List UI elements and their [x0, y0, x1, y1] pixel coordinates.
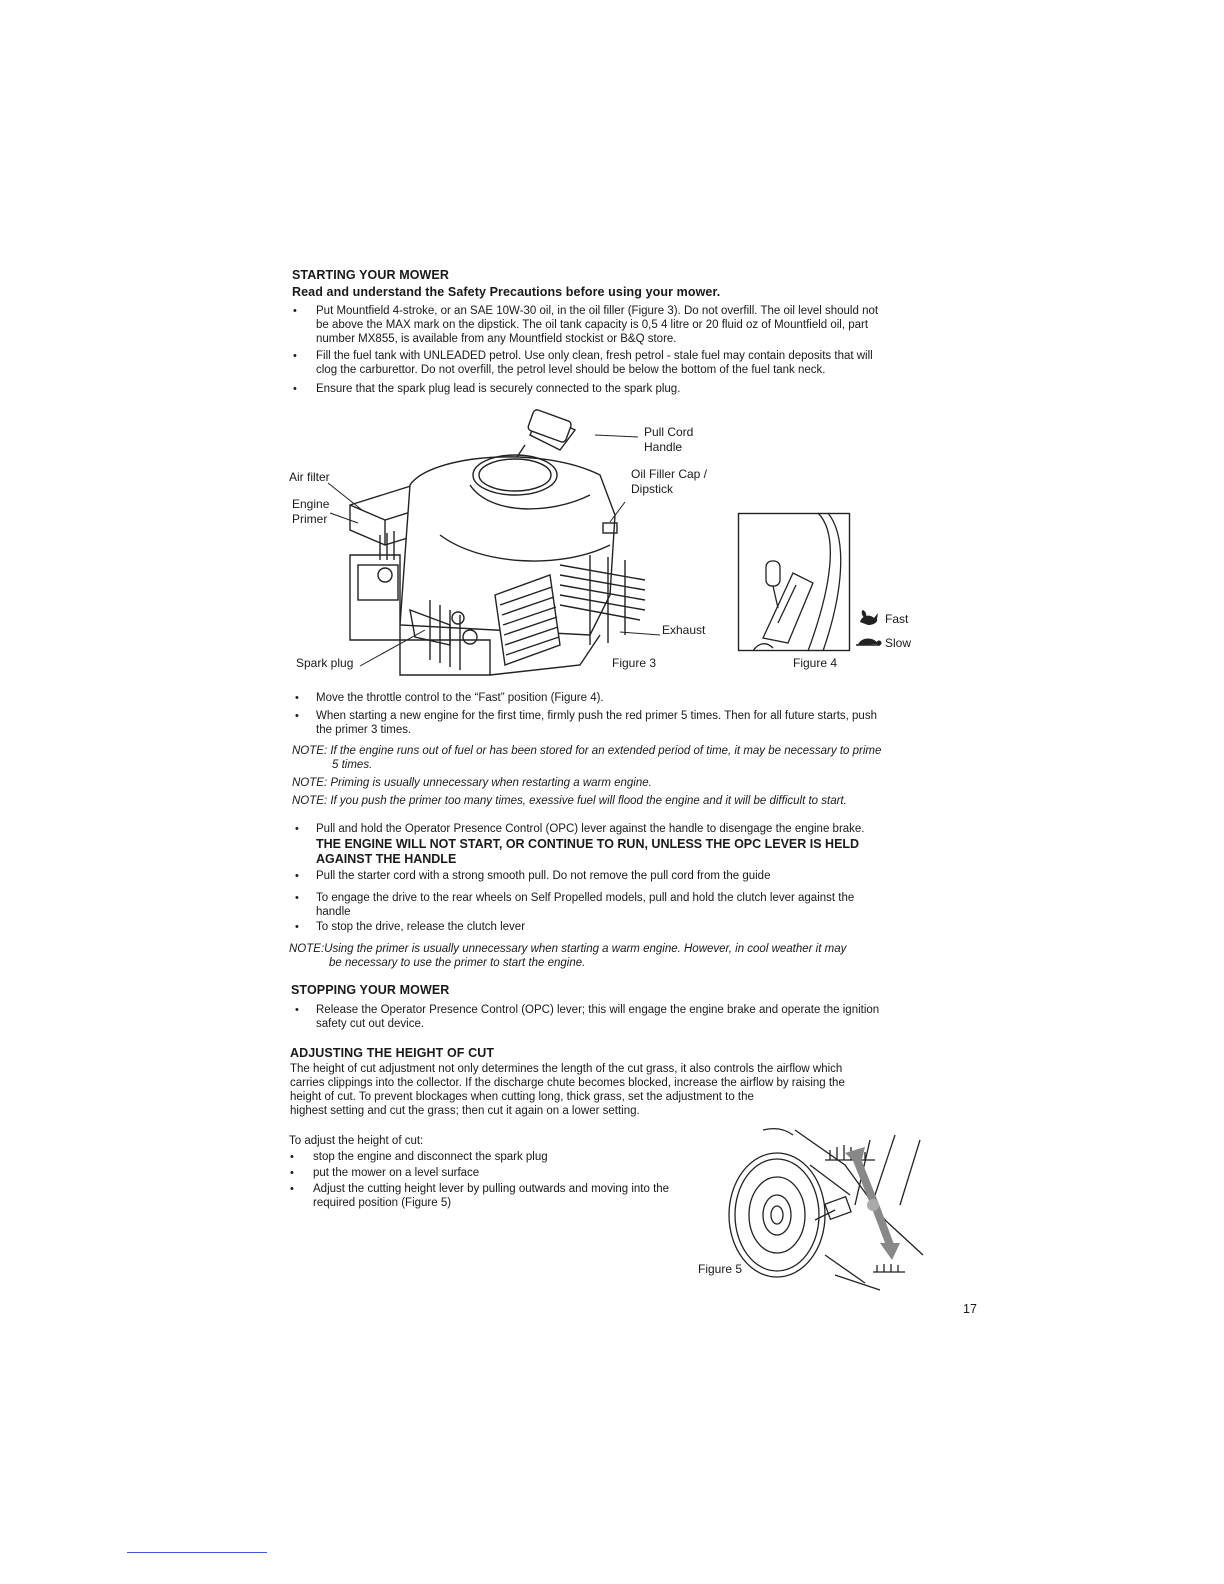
stop-drive-bullet-text: To stop the drive, release the clutch lever: [316, 921, 526, 933]
height-paragraph: The height of cut adjustment not only determines the length of the cut grass, it also controls the airflow which carries clippings into the collector. If the discharge chute becomes blocked, increase the airflow by raising the height of cut. To prevent blockages when cutting long, thick grass, set the adjustment to the highest setting and cut the grass; then cut it again on a lower setting.: [290, 1063, 845, 1117]
bullet: •: [293, 305, 297, 317]
note-warm: NOTE: Priming is usually unnecessary when restarting a warm engine.: [292, 777, 652, 789]
note-cool-weather: NOTE:Using the primer is usually unnecessary when starting a warm engine. However, in cool weather it may be necessary to use the primer to start the engine.: [289, 943, 847, 969]
tortoise-icon: [856, 634, 882, 648]
starter-bullet-text: Pull the starter cord with a strong smooth pull. Do not remove the pull cord from the guide: [316, 870, 771, 882]
starting-heading: STARTING YOUR MOWER: [292, 268, 449, 282]
throttle-illustration: [738, 513, 850, 651]
figure4-caption: Figure 4: [793, 656, 838, 670]
slow-label: Slow: [885, 636, 912, 650]
bullet: •: [295, 1004, 299, 1016]
bullet: •: [295, 870, 299, 882]
bullet: •: [290, 1151, 294, 1163]
bullet: •: [290, 1167, 294, 1179]
spark-bullet-text: Ensure that the spark plug lead is securely connected to the spark plug.: [316, 383, 681, 395]
height-bullet-3: Adjust the cutting height lever by pulling outwards and moving into the required position (Figure 5): [313, 1183, 670, 1209]
bullet: •: [295, 710, 299, 722]
safety-subheading: Read and understand the Safety Precautions before using your mower.: [292, 285, 721, 299]
bullet: •: [295, 692, 299, 704]
stopping-heading: STOPPING YOUR MOWER: [291, 983, 450, 997]
stopping-bullet-text: Release the Operator Presence Control (OPC) lever; this will engage the engine brake and operate the ignition safety cut out device.: [316, 1004, 880, 1030]
rabbit-icon: [858, 610, 880, 628]
bullet: •: [290, 1183, 294, 1195]
drive-bullet-text: To engage the drive to the rear wheels on Self Propelled models, pull and hold the clutch lever against the handle: [316, 892, 855, 918]
throttle-bullet-text: Move the throttle control to the “Fast” position (Figure 4).: [316, 692, 604, 704]
height-bullet-1: stop the engine and disconnect the spark plug: [313, 1151, 548, 1163]
page-number: 17: [963, 1302, 977, 1316]
bullet: •: [295, 892, 299, 904]
bullet: •: [295, 823, 299, 835]
opc-warning: THE ENGINE WILL NOT START, OR CONTINUE TO RUN, UNLESS THE OPC LEVER IS HELD AGAINST THE HANDLE: [316, 837, 860, 866]
engine-illustration: [290, 405, 670, 685]
figure3-caption: Figure 3: [612, 656, 657, 670]
height-intro: To adjust the height of cut:: [289, 1135, 424, 1147]
fuel-bullet-text: Fill the fuel tank with UNLEADED petrol. Use only clean, fresh petrol - stale fuel may contain deposits that will clog the carburettor. Do not overfill, the petrol level should be below the bottom of the fuel tank neck.: [316, 350, 873, 376]
label-exhaust: Exhaust: [662, 623, 706, 637]
footer-rule: [127, 1552, 267, 1553]
bullet: •: [295, 921, 299, 933]
note-prime: NOTE: If the engine runs out of fuel or has been stored for an extended period of time, it may be necessary to prime 5 times.: [292, 745, 882, 771]
primer-bullet-text: When starting a new engine for the first time, firmly push the red primer 5 times. Then for all future starts, push the primer 3 times.: [316, 710, 877, 736]
opc-bullet-text: Pull and hold the Operator Presence Control (OPC) lever against the handle to disengage the engine brake.: [316, 823, 865, 835]
fast-label: Fast: [885, 612, 909, 626]
label-oil-filler: Oil Filler Cap / Dipstick: [631, 467, 708, 496]
height-heading: ADJUSTING THE HEIGHT OF CUT: [290, 1046, 495, 1060]
label-engine-primer: Engine Primer: [292, 497, 330, 526]
label-spark-plug: Spark plug: [296, 656, 354, 670]
bullet: •: [293, 350, 297, 362]
bullet: •: [293, 383, 297, 395]
label-air-filter: Air filter: [289, 470, 330, 484]
figure5-caption: Figure 5: [698, 1262, 743, 1276]
wheel-height-illustration: [715, 1125, 930, 1295]
height-bullet-2: put the mower on a level surface: [313, 1167, 480, 1179]
note-flood: NOTE: If you push the primer too many times, exessive fuel will flood the engine and it will be difficult to start.: [292, 795, 847, 807]
label-pull-cord: Pull Cord Handle: [644, 425, 694, 454]
oil-bullet-text: Put Mountfield 4-stroke, or an SAE 10W-30 oil, in the oil filler (Figure 3). Do not overfill. The oil level should not be above the MAX mark on the dipstick. The oil tank capacity is 0,5 4 litre or 20 fluid oz of Mountfield oil, part number MX855, is available from any Mountfield stockist or B&Q store.: [316, 305, 879, 345]
